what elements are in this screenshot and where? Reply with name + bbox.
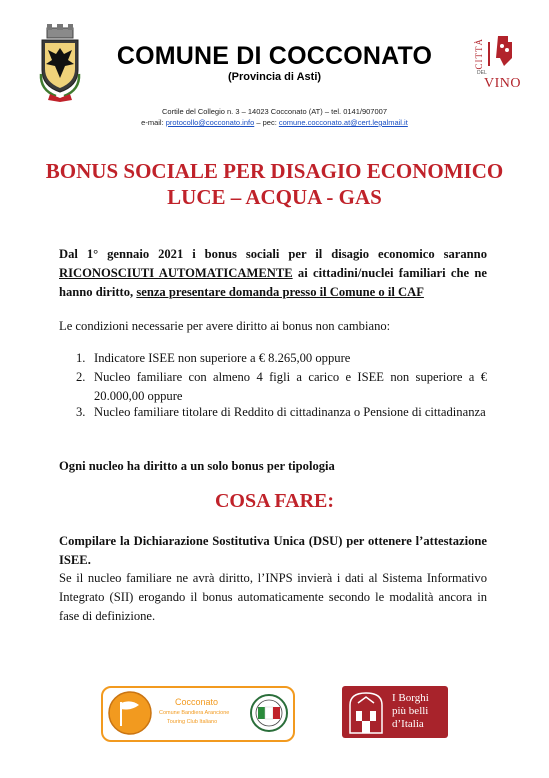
email-link[interactable]: protocollo@cocconato.info <box>165 118 255 127</box>
borghi-piu-belli-logo <box>342 686 448 738</box>
list-item-text: Nucleo familiare con almeno 4 figli a carico e ISEE non superiore a € 20.000,00 oppure <box>94 370 487 403</box>
headline-line-2: LUCE – ACQUA - GAS <box>167 185 382 209</box>
intro-part-1: Dal 1° gennaio 2021 i bonus sociali per il disagio economico saranno <box>59 247 487 261</box>
list-item <box>76 349 487 368</box>
list-item <box>76 368 487 406</box>
list-item <box>76 403 487 441</box>
list-item-text: Indicatore ISEE non superiore a € 8.265,00 oppure <box>94 351 351 365</box>
cosa-fare-heading: COSA FARE: <box>214 490 335 512</box>
list-item-number: 2. <box>76 370 86 384</box>
citta-vino-top-text: CITTÀ <box>474 38 484 70</box>
list-item-text: Nucleo familiare titolare di Reddito di cittadinanza o Pensione di cittadinanza <box>94 405 486 419</box>
citta-vino-bottom-text: VINO <box>484 76 521 91</box>
intro-part-3: ai cittadini/nuclei familiari che ne hanno diritto, <box>59 266 487 299</box>
intro-no-request: senza presentare domanda presso il Comune o il CAF <box>136 285 424 299</box>
touring-club-icon <box>249 693 289 733</box>
list-item-number: 3. <box>76 405 86 419</box>
page-title: COMUNE DI COCCONATO <box>116 42 433 70</box>
citta-del-vino-logo <box>474 32 522 94</box>
bandiera-arancione-logo <box>101 686 295 742</box>
pec-link[interactable]: comune.cocconato.at@cert.legalmail.it <box>278 118 408 127</box>
bandiera-name: Cocconato <box>175 697 219 707</box>
contact-line <box>0 118 549 127</box>
conditions-intro: Le condizioni necessarie per avere diritto ai bonus non cambiano: <box>59 319 391 333</box>
dsu-paragraph: Compilare la Dichiarazione Sostitutiva Unica (DSU) per ottenere l’attestazione ISEE. <box>59 534 487 567</box>
province-subtitle: (Provincia di Asti) <box>227 71 322 83</box>
orange-flag-icon <box>107 690 153 736</box>
email-prefix: e-mail: <box>141 118 166 127</box>
borghi-line-3: d’Italia <box>392 718 424 730</box>
bandiera-sub-1: Comune Bandiera Arancione <box>159 710 230 716</box>
borghi-line-2: più belli <box>392 705 429 717</box>
bandiera-sub-2: Touring Club Italiano <box>167 719 218 725</box>
borgo-arch-icon <box>346 689 386 735</box>
intro-automatic: RICONOSCIUTI AUTOMATICAMENTE <box>59 266 293 280</box>
one-bonus-note: Ogni nucleo ha diritto a un solo bonus per tipologia <box>59 459 335 473</box>
inps-paragraph: Se il nucleo familiare ne avrà diritto, l’INPS invierà i dati al Sistema Informativo Integrato (SII) erogando il bonus automaticamente secondo le modalità ancora in fase di definizione. <box>59 571 487 623</box>
list-item-number: 1. <box>76 351 86 365</box>
citta-vino-del-text: DEL <box>477 70 487 76</box>
borghi-line-1: I Borghi <box>392 692 429 704</box>
headline-line-1: BONUS SOCIALE PER DISAGIO ECONOMICO <box>45 159 504 183</box>
address-line: Cortile del Collegio n. 3 – 14023 Cocconato (AT) – tel. 0141/907007 <box>161 107 387 116</box>
intro-paragraph <box>59 245 487 302</box>
pec-prefix: – pec: <box>254 118 279 127</box>
